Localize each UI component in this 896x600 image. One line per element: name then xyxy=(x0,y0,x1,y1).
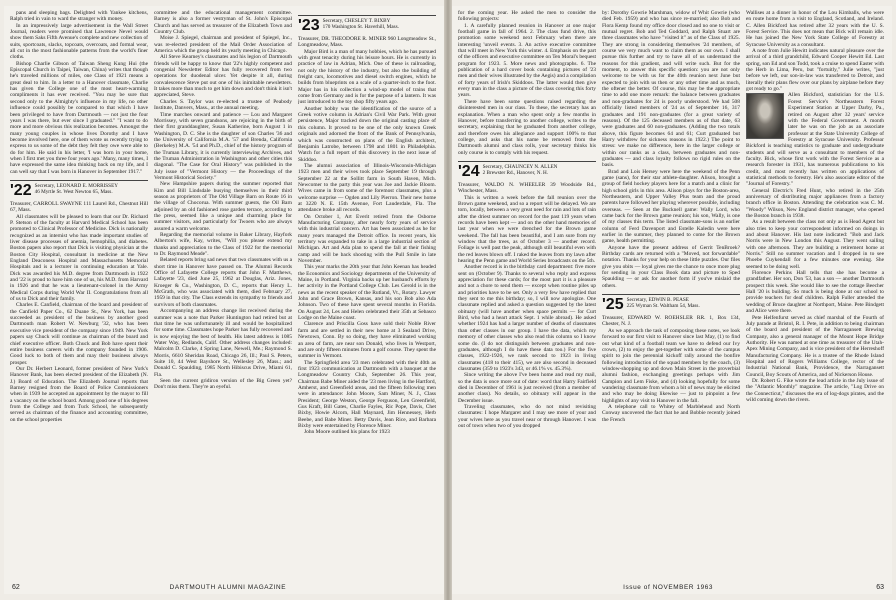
photo-caption: Allen Bickford, statistician for the U.S. Forest Service's Northeastern Forest Experiment Station at Upper Darby, Pa., retired on August after 32 years' service with the Federal Government. A month later he was on the job as an associate professor at the State University College of Forestry at Syracuse University. Professor Bickford is teaching statistics to graduate and undergraduate students and will serve as a consultant to members of the faculty. Bick, whose first work with the Forest Service as a research forester in 1931, has numerous publications to his credit, and most recently has written on applications of statistical methods to forestry. He's also associate editor of the "Journal of Forestry." xyxy=(746,92,884,188)
paragraph: The Springfield area '23 men celebrated with their 40th as first 1923 communication at Dartmouth with a banquet at the Longmeadow Country Club, September 26. This year, Chairman Babe Miner aided the '23 men living in the Hartford, Amherst, and Greenfield areas, and the fifteen following men were in attendance: John Moore, Sam Miner, N. J., Class President; George Weston, George Ferguson, Len Greenfield, Gus Kraft, Bill Gates, Charlie Fayles, Ric Pope, Davis, Chet Bixby, Howie Alcorn, Hall Maynard, Jim Hennessey, Herb Beebe, and Babe Miner. Betty Davis, Jean Rice, and Barbara Bixby were entertained by Florence Miner. xyxy=(298,359,436,429)
paragraph: Time marches onward and patience — Lou and Margaret Morrissey, with seven grandsons, are rejoicing in the birth of their first granddaughter, Susan Katherine, born August 1 in Washington, D. C. She is the daughter of son Charles '36 and the University of California M.A. '57 and Brenda, California (Berkeley) M.A. '54 and Ph.D., chief of the history program of the Truman Library, it is currently interviewing Archives, and the Truman Administration in Washington and other cities this diagonal. "The Case for Oral History" was published in the July issue of "Vermont History — the Proceedings of the Vermont Historical Society." xyxy=(154,111,292,181)
secretary-address: 46 Myrtle St. West Newton 65, Mass. xyxy=(34,188,113,195)
secretary-name: Secretary, CHAUNCEY N. ALLEN xyxy=(482,163,558,170)
running-footer-left: DARTMOUTH ALUMNI MAGAZINE xyxy=(169,584,287,591)
paragraph: Treasurer, EDWARD W. ROEHSLER RR. 1, Box 134, Chester, N. J. xyxy=(602,315,740,328)
paragraph: Moise J. Spiegel, chairman and president of Spiegel, Inc., was re-elected president of the Mail Order Association of America which the group held its yearly meeting in Chicago. xyxy=(154,35,292,55)
secretary-name: Secretary, CHESLEY T. BIXBY xyxy=(322,18,391,24)
class-secretary xyxy=(323,18,399,30)
left-column-3 xyxy=(298,10,436,582)
paragraph: Accompanying an address change list received during the summer was a note that Parker Huntington had retired but at that time he was unfortunately ill and would be hospitalized for some time. Classmates hope Parker has fully recovered and is now enjoying the best of health. His latest address is 1085 Water Way, Redlands, Calif. Other address changes included: Malcolm D. Clarke, 4 Spring Lane, Newell, Me.; Raymond S. Morris, 6610 Sheridan Road, Chicago 26, Ill.; Paul S. Peters, Suite 10, 44 West Bayshore St., Wellesley 26, Mass.; and Donald C. Spaulding, 1985 North Hibiscus Drive, Miami 61, Fla. xyxy=(154,308,292,378)
paragraph: Major Bird is a man of many hobbies, which he has pursued with great tenacity during his leisure hours. He is currently in practice of law in Adrian, Mich. One of these is railroading, not only the history of the industry, but also the building of freight cars, locomotives and diesel switch engines, which he builds from blueprints on a scale of a quarter-inch to the foot. Major has in his collection a wind-up model of trains that come from Germany and is for the purpose of a lantern. It was just introduced to the toy shop fifty years ago. xyxy=(298,48,436,106)
paragraph: A note from Julie Hewitt indicates natural pleasure over the arrival of a third grandchild, Edward Cooper Hewitt Ed. Last spring, son Ed and son Todd, took a cruise to spend Easter with the Herb in Lima, Peru, but "fortuitly," Julie writes, "just before we left, our son-in-law was transferred to Detroit, and literally their plans flew over our plans by airplane before they got ready to go." xyxy=(746,48,884,93)
paragraph: by: Dorothy Gowrie Marshman, widow of Whit Gowrie (who died Feb. 1959) and who has since re-married; also Bob and Flora Kemp found my office door closed and no one to visit or mutual regret. Bob and Ted Goddard, and Ralph Stuart are three classmates who have "visited it" as of the Class of 1925. They are strong in considering themselves '24 members, of course we very much want to claim them as our own. I shall pursue this further and try to have all of us understand the reasons for this gradient, and will write such. But for the moment, to answer this specific question: you are not only welcome to be with us for the 40th reunion next June but expected to join with us then or any other time and as much, the oftener the better. Of course, this may be the appropriate time to add one more remark: the balance between graduates and non-graduates for 24 is poorly understood. We had 508 officially listed members of '24 as of September 16, 317 graduates and 191 non-graduates (for a great variety of reasons). Of the 125 deceased members as of that date, 63 were graduates and 60 non-graduates. (Adding the two totals above, this figure becomes 64 and 61; Curt graduated but Harry withdrew for sickness reasons in 1922.) The point to stress: we make no difference, here in the larger college or within our ranks as a class, between graduates and non-graduates — and class loyalty follows no rigid rules on the basis. xyxy=(602,10,740,169)
portrait-photo xyxy=(746,93,784,139)
class-secretary xyxy=(35,183,118,195)
class-secretary xyxy=(483,164,558,176)
paragraph: Wallises at a dinner in honor of the Lou Kimballs, who were en route home from a visit to England, Scotland, and Ireland. C. Allen Bickford has retired after 32 years with the U. S. Forest Service. This does not mean that Bick will remain idle. He has joined the New York State College of Forestry at Syracuse University as a consultant. xyxy=(746,10,884,48)
paragraph: Another hobby was the identification of the source of a Greek votive column in Adrian's Civil War Park. With great persistence, Major tracked down the original casting place of this column. It proved to be one of the only known Greek originals and adorned the front of the Bank of Pennsylvania, which was constructed on plans of the English architect, Benjamin Latrobe, between 1798 and 1801 in Philadelphia. Watch for a full report of this discovery in the next issue of Skiddoo. xyxy=(298,105,436,163)
paragraph: A telephone call to Whitey of Marblehead and North Conway uncovered the fact that he and Bobbie recently joined the French xyxy=(602,403,740,423)
class-heading xyxy=(602,294,740,312)
secretary-name: Secretary, LEONARD E. MORRISSEY xyxy=(34,182,118,189)
paragraph: for the coming year. He asked the men to consider the following projects: xyxy=(458,10,596,23)
paragraph: In an impressively large advertisement in the Wall Street Journal, readers were promised that Lawrence Nevel would show them Saks Fifth Avenue's complete and new collection of suits, sportcoats, slacks, topcoats, overcoats, and formal wear, all cut in the most fashionable patterns from the world's finer cloths. xyxy=(10,22,148,61)
paragraph: Belated reports bring sad news that two classmates with us a short time in Hanover have passed on. The Alumni Records Office of Lafayette College reports that John F. Matthews, Lafayette '23, died June 25, 1962 at Douglas, Ariz. Jones, Kroeger & Co., Washington, D. C., reports that Henry L. McGrath, who was associated with them, died February 27, 1959 in that city. The Class extends its sympathy to friends and survivors of both classmates. xyxy=(154,257,292,308)
right-column-3 xyxy=(746,10,884,582)
left-page-footer xyxy=(12,584,436,591)
paragraph: Seen the current gridiron version of the Big Green yet? Don't miss them. They're an eyeful. xyxy=(154,377,292,391)
paragraph: Our Dr. Herbert Leonard, former president of New York's Hanover Bank, has been elected president of the Elizabeth (N. J.) Board of Education. The Elizabeth Journal reports that Barney resigned from the Board of Police Commissioners when in 1939 he accepted an appointment by the mayor to fill a vacancy on the school board. Among good one of his degrees from the College and from Tuck School, he subsequently served as chairman of the finance and accounting committee, on the school properties xyxy=(10,365,148,423)
paragraph: All Steve Kearney's classmates and his legion of Dartmouth friends will be happy to know that '22's highly competent and congenial Newsletter Editor has fully recovered from two operations for duodenal ulcer. Yet despite it all, during convalescence Steve put out one of his inimitable newsletters. It takes more than much to get him down and don't think it isn't appreciated, Steve. xyxy=(154,54,292,99)
left-column-1 xyxy=(10,10,148,582)
paragraph: There have been some questions raised regarding the disinterested men in our class. To these, the secretary has an explanation. When a man who spent only a few months in Hanover, before transferring to another college, writes to the secretary, explaining that he graduated from another college, and therefore owes his allegiance and support 100% to that college, and asks that his name be removed from the Dartmouth alumni and class rolls, your secretary thinks his only course is to comply with his request. xyxy=(458,98,596,156)
binding-gutter xyxy=(444,0,452,600)
paragraph: Dr. Robert G. Fike wrote the lead article in the July issue of the "Atlantic Monthly" magazine. The article, "Log Drive on the Connecticut," discusses the era of log-dogs pirates, and the wild coming down the rivers. xyxy=(746,377,884,403)
paragraph: As a result between the class not only as is Head Agent but also tries to keep your correspondent informed on doings in and about Hanover. His last note indicated: "Bob and Jack Norris were in New London this August. They went sailing with one afternoon. They are building a retirement home at Norris." Still no summer vacation and I dropped in to see Phoebe Cuykendall for a few minutes one evening. She seemed to be doing well. xyxy=(746,219,884,270)
running-footer-right: Issue of NOVEMBER 1963 xyxy=(623,584,714,591)
paragraph: Since writing the above I've been home and read my mail, so the data is once more out of date: word that Harry Fairfield died in December of 1961 is just received (from a member of another class). No details, so obituary will appear in the December issue. xyxy=(458,372,596,404)
paragraph: All classmates will be pleased to learn that our Dr. Richard P. Stetson of the faculty at Harvard Medical School has been promoted to Clinical Professor of Medicine. Dick is nationally recognized as an internist who has made important studies of liver disease processes of anemia, hemophilia, and diabetes. Boston papers also report that Dick is visiting physician at the Boston City Hospital, consultant in medicine at the New England Deaconess Hospital and Massachusetts Memorial Hospitals and is a lecturer in continuing education at Yale. Dick was awarded his M.D. degree from Dartmouth in 1922 and '22 is proud to have him one of us, his M.D. from Harvard in 1926 and that he was a lieutenant-colonel in the Army Medical Corps during World War II. Congratulations from all of us to Dick and their family. xyxy=(10,213,148,303)
paragraph: Treasurer, DR. THEODORE R. MINER 960 Longmeadow St., Longmeadow, Mass. xyxy=(298,36,436,49)
left-column-2 xyxy=(154,10,292,582)
right-column-1 xyxy=(458,10,596,582)
paragraph: This year marks the 20th year that John Keenan has headed the Economics and Sociology departments of the University of Maine, in Portland. Virginia backs up her husband's efforts by her activity in the Portland College Club. Les Gerold is in the news as the recent speaker of the Rutland, Vt., Rotary. Lawyer John and Grace Brown, Kansas, and his son Bob also Ada Johnson. Two of these have spent several months in Florida. On August 24, Les and Helen celebrated their 35th at Sebasco Lodge on the Maine coast. xyxy=(298,264,436,322)
paragraph: Bishop Charlie Gibson of Taiwan Sheng Kung Hui (the Episcopal Church in Taipei, Taiwan, China) writes that though he's traveled millions of miles, one Class of 1921 means a great deal to him. In a letter to a Hanover classmate, Charlie has given the College one of the most heart-warming compliments it has ever received. "You may be sure that second only to the Almighty's influence in my life, no other influence could possibly be compared to that which I have been privileged to have from Dartmouth — not just the four years I was there, but ever since I graduated." "I want to do more and more obvious this realization becomes. Amongst the many young couples in whose lives Dorothy and I have become involved here, one of them wrote us recently trying to express to us some of the debt they felt they owe were able to do for him. He said in his letter, 'I was born in your home, when I first met you three four years ago.' Many, many times, I have expressed the same idea thinking back on my life, and I can well say that I was born in Hanover in September 1917." xyxy=(10,60,148,175)
class-year: '25 xyxy=(602,296,624,314)
paragraph: The alumni association of Illinois-Wisconsin-Michigan 1923 men and their wives took place September 19 through September 22 at the Sollitt farm in South Haven, Mich. Newcomer to the party this year was Joe and Jackie Bloom. Wives came in from some of the foremost classmates, plus a welcome surprise — Ogden and Lily Pierron. Their new home at 3220 N. E. 15th Avenue, Fort Lauderdale, Fla. The attendance broke all records. xyxy=(298,162,436,214)
right-page xyxy=(452,6,892,594)
paragraph: John Moore outlined his plans for 1923 xyxy=(304,429,390,436)
paragraph: Traveling classmates, who do not mind revisiting classmates: I hope Margaret and I may see more of your and your wives here as you travel near or through Hanover. I was out of town when two of you dropped xyxy=(458,403,596,429)
paragraph: Another record is in the birthday card department: five more sent on (October 9). Thanks to several who reply and express appreciation for these cards; for the most part it is a pleasure and not a chore to send them — except when routine piles up and priorities have to be set. Only a very few have replied that they sent to me this birthday; so, I will now apologize. One classmate replied and asked a question suggested by the latest obituary (will have another when space permits — for Curt Bird, who had a heart attack Sept. 1 while abroad). He asked whether 1924 has had a larger number of deaths of classmates than other classes in our group. I have the data, which my memory of other classes who also read this column so I know some do. (I do not distinguish between graduates and non-graduates, although I do have these data too.) For the five classes, 1922-1926, we rank second to 1923 in living classmates (418 to their 415), we are also second in deceased classmates (359 to 1923's 343, or 46.1% vs. 45.3%). xyxy=(458,264,596,372)
secretary-address: 2 Brewster Rd., Hanover, N. H. xyxy=(482,169,549,176)
paragraph: This is written a week before the fall reunion over the Brown game weekend, and so a report will be delayed. We are torn, locally, between a very great need for rain and lots of rain after the driest summer on record for the past 119 years when records have been kept — and on the other hand memories of last year when we were drenched for the Brown game weekend. The fall has been beautiful, and I am sure from my window that the trees, as of October 3 — another record. Foliage is well past the peak, although still beautiful even with the red leaves blown off. I raked the leaves from my lawn after hearing the Penn game and World Series broadcasts on the 5th. xyxy=(458,194,596,265)
paragraph: Clarence and Priscilla Goss have sold their Noble River farm and are settled in their new home at 3 Sealand Drive, Newtown, Conn. By so doing, they have eliminated working an area of farm, are near son Donald, who lives in Westport, and are only fifteen minutes from a golf course. They spent the summer in Vermont. xyxy=(298,321,436,360)
class-heading xyxy=(10,180,148,198)
class-heading xyxy=(298,15,436,33)
paragraph: Florence Perkins Hall tells that she has become a grandfather. Her son, Don '53, has a son — another Dartmouth prospect this week. She would like to see the cottage Beecher Hall '20 is building. So much is being done at our school to provide teachers for deaf children. Ralph Fuller attended the wedding of Bruce daughter at Northport, Maine. Pete Bindgett and Alice were there. xyxy=(746,270,884,315)
secretary-address: 170 Washington St. Haverhill, Mass. xyxy=(322,24,399,30)
paragraph: Charles E. Canfield, chairman of the board and president of the Canfield Paper Co., 62 Duane St., New York, has been succeeded as president of the business by another good Dartmouth man Robert W. Newburg '32, who has been executive vice president of the company since 1949. New York papers say Chuck will continue as chairman of the board and chief executive officer. Both Chuck and Bob have spent their entire business careers with the company founded in 1906. Good luck to both of them and may their business always prosper. xyxy=(10,302,148,366)
paragraph: Regarding the memorial volume in Baker Library, Hayfork Alberton's wife, Kay, writes, "Will you please extend my thanks and appreciation to the Class of 1922 for the memorial to Dr. Raymond Meade". xyxy=(154,232,292,258)
right-page-footer xyxy=(460,584,884,591)
paragraph: 1. A carefully planned reunion in Hanover at one major football game in fall of 1964. 2. The class fund drive, this promotion some weekend next February when there are interesting 'unveil events. 3. An active executive committee that will meet in New York this winter. 4. Emphasis on the part of the officers and executive committee on Ten Moral's bequest program for 1923. 5. More news and photographs. 6. The publication of a hard cover book containing pictures of '23 men and their wives illustrated by the Aegis) and a compilation of forty years of Irish's Skiddoos. The latter would then give every man in the class a picture of the class covering this forty years. xyxy=(458,22,596,99)
paragraph: As we approach the task of composing these notes, we look forward to our first visit to Hanover since last May, (1) to find out what kind of a football team we have to defend our Ivy crown, (2) to enjoy the get-together with some of the campus spirit to join the perennial kickoff rally around the bonfire following introduction of the squad members by the coach, (3) window-shopping up and down Main Street in the proverbial alumni fashion, exchanging greetings perhaps with Jim Campion and Lem Fiske, and (4) looking hopefully for some wandering classmate from whom a bit of news may be elicited and who may be doing likewise — just to pinpoint a few highlights of any visit to Hanover in the fall. xyxy=(602,327,740,404)
paragraph: pans and sleeping bags. Delighted with Yankee kitchens, Ralph tried in vain to ward the stranger with money. xyxy=(10,10,148,23)
class-secretary xyxy=(627,297,700,309)
page-number-left: 62 xyxy=(12,584,20,591)
photo-with-caption xyxy=(746,92,884,187)
right-column-2 xyxy=(602,10,740,582)
class-heading xyxy=(458,161,596,179)
class-year: '23 xyxy=(298,17,320,34)
class-year: '22 xyxy=(10,181,32,199)
paragraph: On October 1, Art Everit retired from the Osborne Manufacturing Company, after nearly forty years of service with this industrial concern. Art has been associated as he for many years managed the Detroit office. In recent years, his territory was expanded to take in a large industrial section of Michigan. Art and Ada plan to spend the fall at their fishing camp and will be back shooting with the Pull Smile in late November. xyxy=(298,213,436,265)
left-page xyxy=(4,6,444,594)
secretary-address: 225 Wyman St. Waltham 54, Mass. xyxy=(626,303,700,310)
paragraph: General Electric's Fred Hunt, who retired in the 25th anniversary of distributing major appliances from a factory branch office in Boston. Attending the celebration was C. M. "Woody" Wilson, New England district manager, who opened the Boston branch in 1938. xyxy=(746,187,884,219)
paragraph: Brad and Lois Hersey were here the weekend of the Penn game (sans), for their star athlete-daughter. Alison, brought a group of field hockey players here for a match and a clinic for high school girls in this area. Alison plays for the Boston-area, Northeastern, and Upper Valley Plus team and the proud parents have followed her playing wherever possible, including overseas. — Seen at the Bucknell game: Wally Lord, who came back for the Brown game reunion; his son, Wally, is one of my classes this term. The listed classmate-sons is an earlier column of Ferd Davenport and Estelle Kaledin were here earlier in the summer, they planned to come for the Brown game, health permitting. xyxy=(602,168,740,245)
paragraph: Charles S. Taylor was re-elected a trustee of Peabody Institute, Danvers, Mass., at the annual meeting. xyxy=(154,98,292,112)
class-year: '24 xyxy=(458,162,480,180)
paragraph: committee and the educational management committee. Barney is also a former vestryman of St. John's Episcopal Church and has served as treasurer of the Elizabeth Town and Country Club. xyxy=(154,10,292,36)
paragraph: Pete Helfenfurst served as chief marshal of the Fourth of July parade at Bristol, R. I. Pete, in addition to being chairman of the board and president of the Narragansett Brewing Company, also a general manager of the Mount Hope Bridge Authority. He was named at one time as treasurer of the Utah-Apex Mining Company, and is vice president of the Herreshoff Manufacturing Company. He is a trustee of the Rhode Island Hospital and of Rogers Williams College, rector of the Industrial National Bank, Providence, the Narragansett Council, Boy Scouts of America, and of Nickerson House. xyxy=(746,314,884,378)
paragraph: Treasurer, CARROLL SWAYNE 111 Laurel Rd., Chestnut Hill 67, Mass. xyxy=(10,200,148,214)
secretary-name: Secretary, EDWIN B. PEASE xyxy=(626,297,689,304)
paragraph: Anyone have the present address of Gerrit TenBroek? Birthday cards are returned with a "Moved, not forwardable" notation. Thanks for your help on these little puzzles. Our files give you obits — loyal gives me the chance to once more plug for sending in your Class Book data and picture to Sped Spaulding — or ask for another form if you've mislaid the others. xyxy=(602,244,740,289)
page-number-right: 63 xyxy=(876,584,884,591)
paragraph: New Hampshire papers during the summer reported that Kim and Bill Lindsdale busying themselves in their third season as proprietors of The Old Village Barn on Route 16 in the village of Chocorua. With summer guests, the Oil Barn adjoined by an old fashioned rose garden terrace, according to the press, seemed like a unique and charming place for summer visitors, and particularly for Twoers who are always assured a warm welcome. xyxy=(154,181,292,232)
paragraph: Treasurer, WALDO N. WHEELER 39 Woodside Rd., Winchester, Mass. xyxy=(458,181,596,195)
